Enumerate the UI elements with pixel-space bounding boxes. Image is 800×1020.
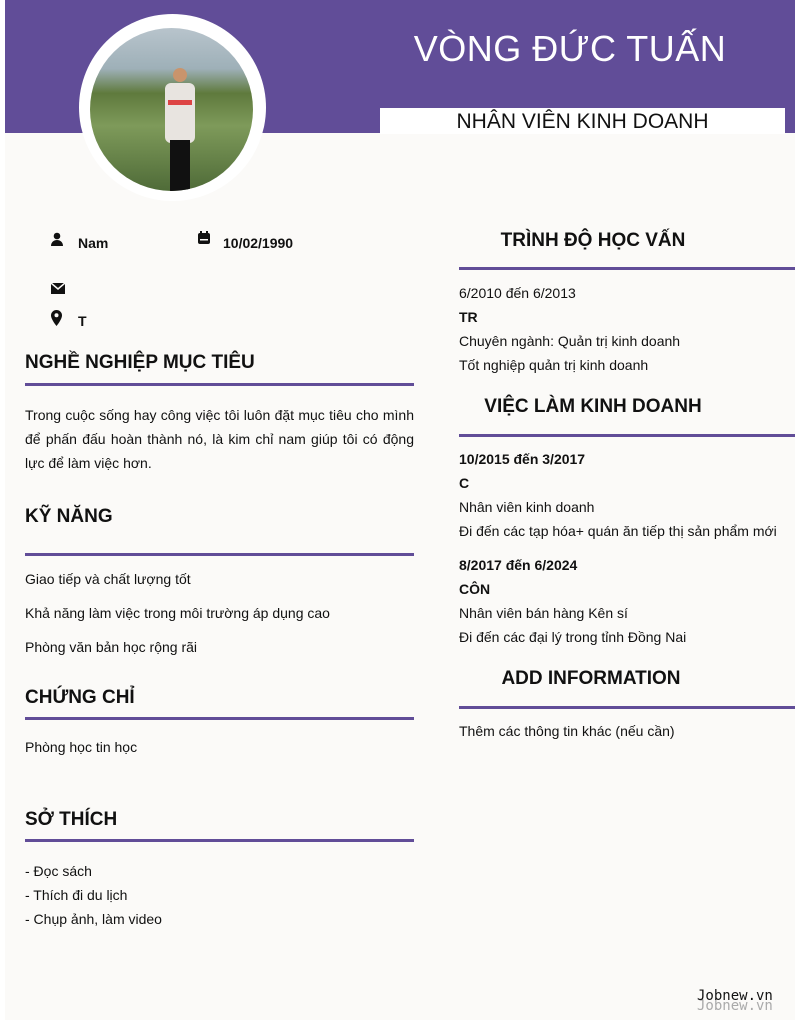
calendar-icon (197, 231, 211, 245)
additional-heading: ADD INFORMATION (501, 668, 681, 689)
education-major: Chuyên ngành: Quản trị kinh doanh (459, 333, 681, 349)
avatar (90, 28, 253, 191)
skill-item: Khả năng làm việc trong môi trường áp dụng cao (25, 605, 330, 621)
education-period: 6/2010 đến 6/2013 (459, 285, 576, 301)
education-school: TR (459, 309, 478, 325)
divider (25, 383, 414, 386)
job-description: Đi đến các tạp hóa+ quán ăn tiếp thị sản phẩm mới (459, 523, 777, 539)
hobby-item: - Chụp ảnh, làm video (25, 911, 162, 927)
hobby-item: - Đọc sách (25, 863, 92, 879)
divider (25, 717, 414, 720)
email-icon (51, 283, 65, 294)
address: T (78, 313, 87, 329)
divider (25, 553, 414, 556)
birthdate: 10/02/1990 (223, 235, 294, 251)
hobbies-heading: SỞ THÍCH (25, 809, 118, 830)
skills-heading: KỸ NĂNG (25, 506, 113, 527)
objective-heading: NGHỀ NGHIỆP MỤC TIÊU (25, 352, 255, 373)
divider (25, 839, 414, 842)
hobby-item: - Thích đi du lịch (25, 887, 128, 903)
certificates-heading: CHỨNG CHỈ (25, 687, 135, 708)
divider (459, 434, 795, 437)
job-company: C (459, 475, 470, 491)
job-role: Nhân viên kinh doanh (459, 499, 595, 515)
location-pin-icon (51, 310, 62, 326)
certificate-item: Phòng học tin học (25, 739, 138, 755)
job-period: 8/2017 đến 6/2024 (459, 557, 578, 573)
candidate-name: VÒNG ĐỨC TUẤN (413, 28, 727, 69)
divider (459, 267, 795, 270)
job-role: Nhân viên bán hàng Kên sí (459, 605, 628, 621)
education-heading: TRÌNH ĐỘ HỌC VẤN (500, 230, 686, 251)
job-description: Đi đến các đại lý trong tỉnh Đồng Nai (459, 629, 687, 645)
job-title: NHÂN VIÊN KINH DOANH (380, 108, 785, 134)
skill-item: Giao tiếp và chất lượng tốt (25, 571, 191, 587)
gender: Nam (78, 235, 109, 251)
education-note: Tốt nghiệp quản trị kinh doanh (459, 357, 649, 373)
watermark: Jobnew.vn (697, 988, 773, 1004)
skill-item: Phòng văn bản học rộng rãi (25, 639, 198, 655)
additional-text: Thêm các thông tin khác (nếu cần) (459, 723, 675, 739)
experience-heading: VIỆC LÀM KINH DOANH (484, 396, 702, 417)
job-period: 10/2015 đến 3/2017 (459, 451, 586, 467)
user-icon (50, 232, 64, 246)
objective-text: Trong cuộc sống hay công việc tôi luôn đặt mục tiêu cho mình để phấn đấu hoàn thành nó, là kim chỉ nam giúp tôi có động lực để làm việc hơn. (25, 407, 414, 471)
job-company: CÔN (459, 581, 491, 597)
divider (459, 706, 795, 709)
